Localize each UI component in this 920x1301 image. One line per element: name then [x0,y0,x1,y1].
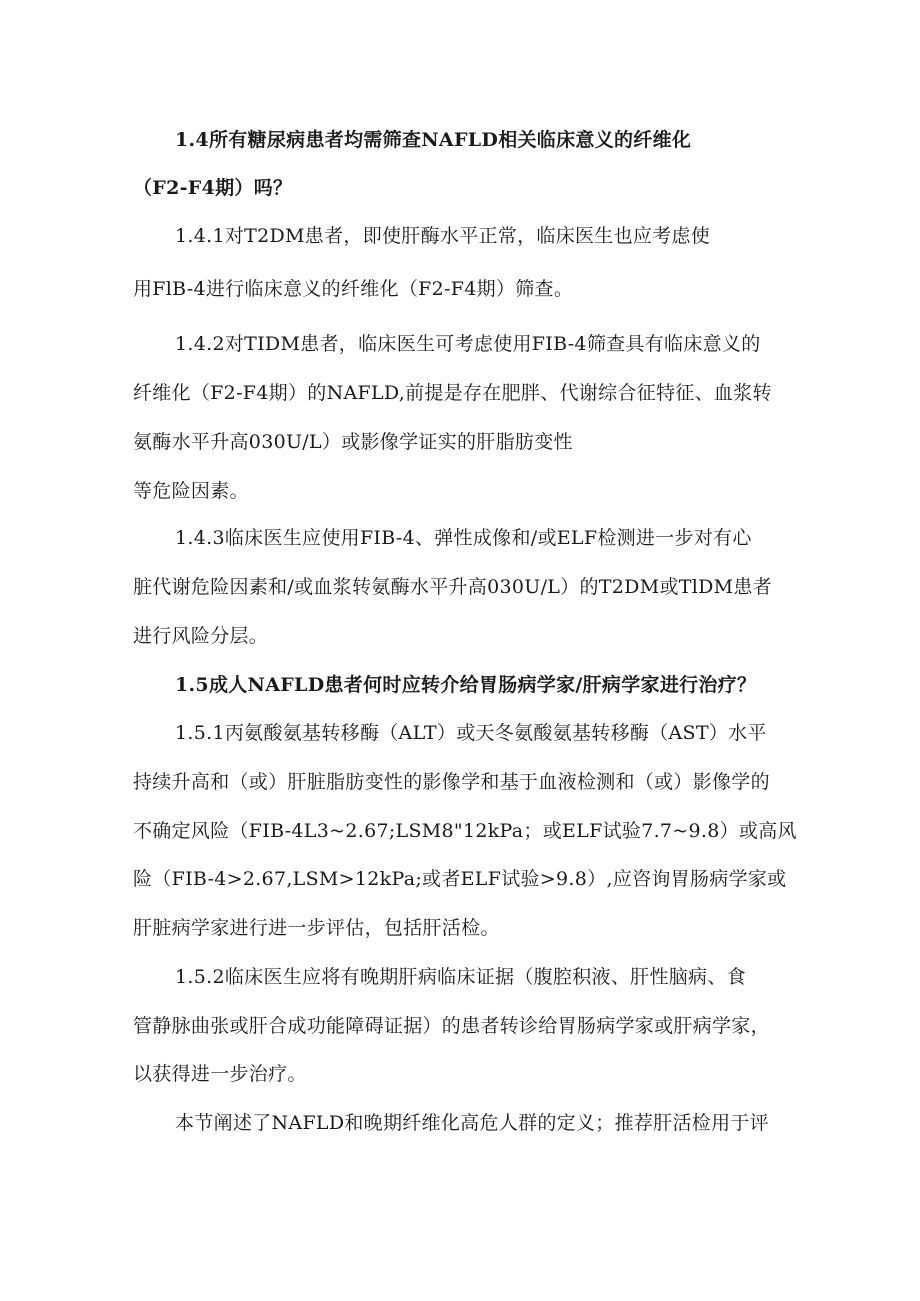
paragraph-1-5-2-line: 管静脉曲张或肝合成功能障碍证据）的患者转诊给胃肠病学家或肝病学家， [133,1015,770,1037]
paragraph-1-4-3-line: 进行风险分层。 [133,625,269,647]
paragraph-1-4-3-line: 1.4.3临床医生应使用FIB-4、弹性成像和/或ELF检测进一步对有心 [175,527,752,549]
paragraph-1-5-1-line: 肝脏病学家进行进一步评估，包括肝活检。 [133,917,500,939]
paragraph-1-4-1-line: 用FlB-4进行临床意义的纤维化（F2-F4期）筛查。 [133,278,574,300]
paragraph-1-4-1-line: 1.4.1对T2DM患者，即使肝酶水平正常，临床医生也应考虑使 [175,225,711,247]
paragraph-1-4-2-line: 1.4.2对TIDM患者，临床医生可考虑使用FIB-4筛查具有临床意义的 [175,333,761,355]
paragraph-1-5-1-line: 持续升高和（或）肝脏脂肪变性的影像学和基于血液检测和（或）影像学的 [133,771,770,793]
paragraph-1-4-2-line: 纤维化（F2-F4期）的NAFLD,前提是存在肥胖、代谢综合征特征、血浆转 [133,382,772,404]
paragraph-1-4-3-line: 脏代谢危险因素和/或血浆转氨酶水平升高030U/L）的T2DM或TlDM患者 [133,576,772,598]
paragraph-1-5-1-line: 险（FIB-4>2.67,LSM>12kPa;或者ELF试验>9.8）,应咨询胃肠病学家或 [133,868,787,890]
paragraph-1-5-2-line: 1.5.2临床医生应将有晚期肝病临床证据（腹腔积液、肝性脑病、食 [175,966,746,988]
paragraph-1-5-2-line: 以获得进一步治疗。 [133,1063,307,1085]
heading-1-4: 1.4所有糖尿病患者均需筛查NAFLD相关临床意义的纤维化 [175,129,692,151]
paragraph-1-5-1-line: 不确定风险（FIB-4L3~2.67;LSM8"12kPa；或ELF试验7.7~9.8）或高风 [133,820,797,842]
heading-1-5: 1.5成人NAFLD患者何时应转介给胃肠病学家/肝病学家进行治疗？ [175,674,757,696]
summary-paragraph-line: 本节阐述了NAFLD和晚期纤维化高危人群的定义；推荐肝活检用于评 [175,1112,769,1134]
heading-1-4-continued: （F2-F4期）吗？ [133,177,293,199]
paragraph-1-5-1-line: 1.5.1丙氨酸氨基转移酶（ALT）或天冬氨酸氨基转移酶（AST）水平 [175,722,767,744]
paragraph-1-4-2-line: 等危险因素。 [133,480,249,502]
paragraph-1-4-2-line: 氨酶水平升高030U/L）或影像学证实的肝脂肪变性 [133,431,573,453]
